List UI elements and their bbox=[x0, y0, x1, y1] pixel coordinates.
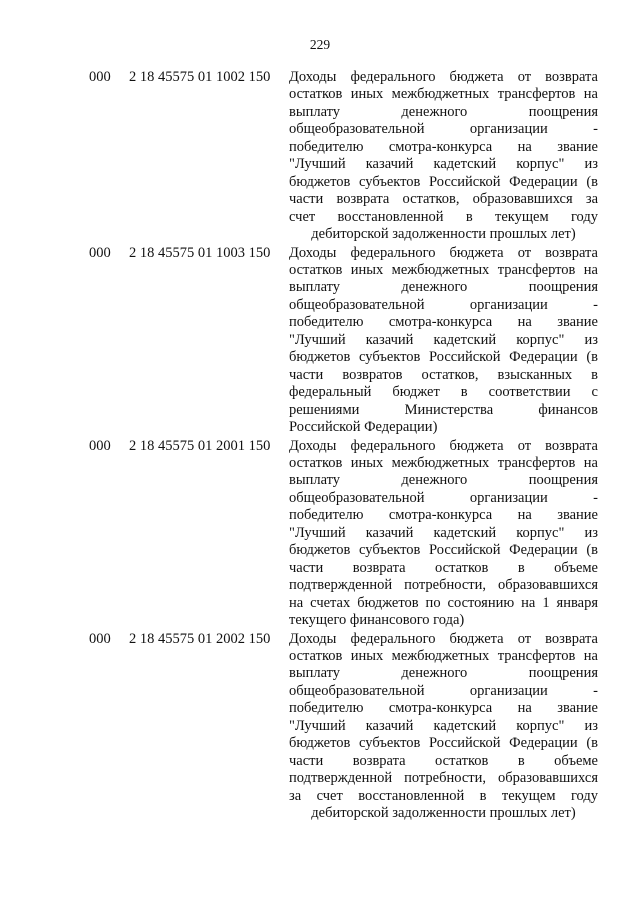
description-line: решениями Министерства финансов bbox=[289, 401, 598, 418]
budget-classification-code: 2 18 45575 01 2001 150 bbox=[129, 437, 271, 454]
description-line: общеобразовательной организации - bbox=[289, 489, 598, 506]
description-line: Доходы федерального бюджета от возврата bbox=[289, 437, 598, 454]
budget-classification-code: 2 18 45575 01 1002 150 bbox=[129, 69, 271, 85]
admin-code: 000 bbox=[89, 69, 111, 85]
description-line: бюджетов субъектов Российской Федерации (в bbox=[289, 735, 598, 752]
description-line: остатков иных межбюджетных трансфертов на bbox=[289, 86, 598, 103]
description-line: Доходы федерального бюджета от возврата bbox=[289, 244, 598, 261]
description-line: дебиторской задолженности прошлых лет) bbox=[311, 805, 576, 822]
description-line: общеобразовательной организации - bbox=[289, 682, 598, 699]
page-number: 229 bbox=[309, 37, 331, 52]
budget-classification-code: 2 18 45575 01 2002 150 bbox=[129, 630, 271, 647]
description-line: части возврата остатков, образовавшихся за bbox=[289, 191, 598, 208]
description-line: выплату денежного поощрения bbox=[289, 103, 598, 120]
description-line: подтвержденной потребности, образовавшихся bbox=[289, 770, 598, 787]
description-line: бюджетов субъектов Российской Федерации (в bbox=[289, 173, 598, 190]
description-line: счет восстановленной в текущем году bbox=[289, 208, 598, 225]
description-line: за счет восстановленной в текущем году bbox=[289, 787, 598, 804]
table-row bbox=[0, 245, 640, 437]
description-line: части возвратов остатков, взысканных в bbox=[289, 366, 598, 383]
description-line: федеральный бюджет в соответствии с bbox=[289, 384, 598, 401]
description-line: текущего финансового года) bbox=[289, 612, 465, 629]
description-line: Доходы федерального бюджета от возврата bbox=[289, 630, 598, 647]
description-line: Доходы федерального бюджета от возврата bbox=[289, 69, 598, 85]
description-line: Российской Федерации) bbox=[289, 419, 438, 436]
description-line: общеобразовательной организации - bbox=[289, 121, 598, 138]
description-line: бюджетов субъектов Российской Федерации (в bbox=[289, 542, 598, 559]
table-row bbox=[0, 438, 640, 630]
description-line: "Лучший казачий кадетский корпус" из bbox=[289, 331, 598, 348]
description-line: общеобразовательной организации - bbox=[289, 296, 598, 313]
description-line: победителю смотра-конкурса на звание bbox=[289, 507, 598, 524]
description-line: остатков иных межбюджетных трансфертов на bbox=[289, 647, 598, 664]
table-row bbox=[0, 631, 640, 823]
description-line: бюджетов субъектов Российской Федерации (в bbox=[289, 349, 598, 366]
budget-classification-code: 2 18 45575 01 1003 150 bbox=[129, 244, 271, 261]
table-row bbox=[0, 69, 640, 244]
income-description bbox=[289, 631, 598, 823]
description-line: остатков иных межбюджетных трансфертов на bbox=[289, 261, 598, 278]
description-line: выплату денежного поощрения bbox=[289, 665, 598, 682]
description-line: "Лучший казачий кадетский корпус" из bbox=[289, 156, 598, 173]
description-line: "Лучший казачий кадетский корпус" из bbox=[289, 524, 598, 541]
description-line: победителю смотра-конкурса на звание bbox=[289, 314, 598, 331]
admin-code: 000 bbox=[89, 630, 111, 647]
admin-code: 000 bbox=[89, 244, 111, 261]
description-line: дебиторской задолженности прошлых лет) bbox=[311, 226, 576, 243]
description-line: выплату денежного поощрения bbox=[289, 472, 598, 489]
description-line: подтвержденной потребности, образовавшихся bbox=[289, 577, 598, 594]
income-description bbox=[289, 245, 598, 437]
description-line: победителю смотра-конкурса на звание bbox=[289, 138, 598, 155]
income-description bbox=[289, 69, 598, 244]
description-line: победителю смотра-конкурса на звание bbox=[289, 700, 598, 717]
income-description bbox=[289, 438, 598, 630]
description-line: остатков иных межбюджетных трансфертов на bbox=[289, 454, 598, 471]
description-line: части возврата остатков в объеме bbox=[289, 752, 598, 769]
description-line: на счетах бюджетов по состоянию на 1 января bbox=[289, 594, 598, 611]
description-line: выплату денежного поощрения bbox=[289, 279, 598, 296]
admin-code: 000 bbox=[89, 437, 111, 454]
classification-table bbox=[0, 69, 640, 823]
description-line: части возврата остатков в объеме bbox=[289, 559, 598, 576]
description-line: "Лучший казачий кадетский корпус" из bbox=[289, 717, 598, 734]
